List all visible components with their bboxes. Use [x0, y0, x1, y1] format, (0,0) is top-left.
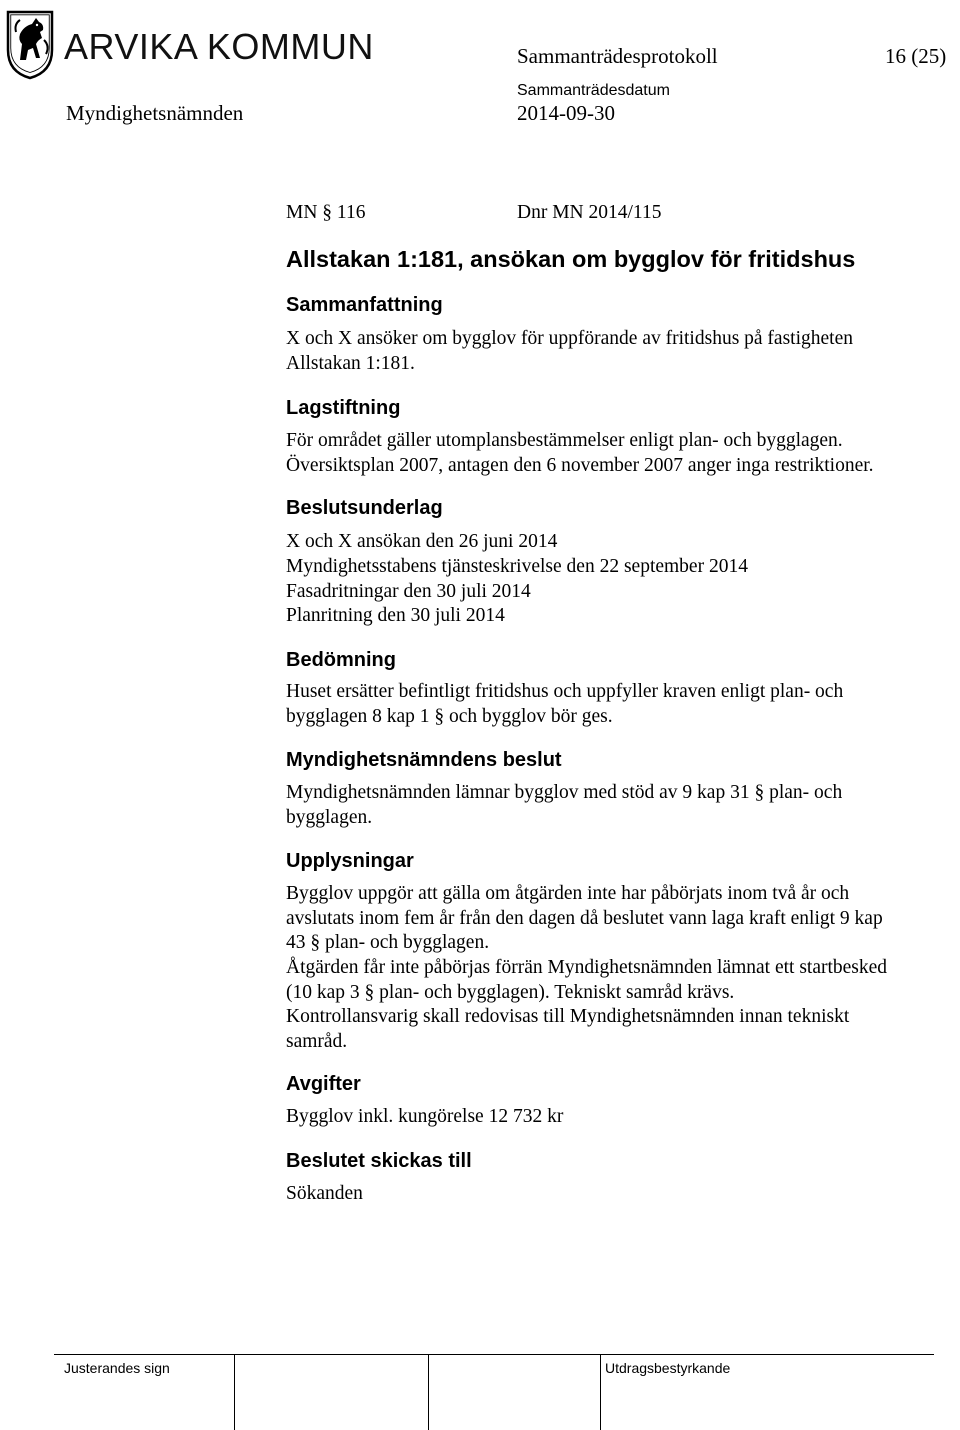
basis-line: Fasadritningar den 30 juli 2014	[286, 581, 531, 602]
meeting-date-label: Sammanträdesdatum	[517, 82, 670, 99]
fees-line: Bygglov inkl. kungörelse 12 732 kr	[286, 1106, 564, 1127]
information-line: Bygglov uppgör att gälla om åtgärden inte har påbörjats inom två år och	[286, 883, 850, 904]
section-heading-summary: Sammanfattning	[286, 294, 443, 316]
summary-line: X och X ansöker om bygglov för uppförande av fritidshus på fastigheten	[286, 328, 853, 349]
basis-line: Myndighetsstabens tjänsteskrivelse den 22 september 2014	[286, 556, 748, 577]
section-heading-assessment: Bedömning	[286, 649, 396, 671]
assessment-line: Huset ersätter befintligt fritidshus och uppfyller kraven enligt plan- och	[286, 681, 844, 702]
section-heading-information: Upplysningar	[286, 850, 414, 872]
organization-name: ARVIKA KOMMUN	[64, 26, 374, 67]
information-line: (10 kap 3 § plan- och bygglagen). Tekniskt samråd krävs.	[286, 982, 735, 1003]
information-line: Kontrollansvarig skall redovisas till Myndighetsnämnden innan tekniskt	[286, 1006, 850, 1027]
basis-line: Planritning den 30 juli 2014	[286, 605, 505, 626]
case-title: Allstakan 1:181, ansökan om bygglov för fritidshus	[286, 246, 856, 272]
information-line: samråd.	[286, 1031, 348, 1052]
document-type: Sammanträdesprotokoll	[517, 44, 718, 68]
decision-line: Myndighetsnämnden lämnar bygglov med stöd av 9 kap 31 § plan- och	[286, 782, 843, 803]
footer-certification-label: Utdragsbestyrkande	[605, 1360, 731, 1376]
case-dnr: Dnr MN 2014/115	[517, 202, 662, 223]
footer-signature-label: Justerandes sign	[64, 1360, 170, 1376]
footer-divider	[54, 1354, 934, 1355]
section-heading-sent-to: Beslutet skickas till	[286, 1150, 472, 1172]
arvika-coat-of-arms-icon	[6, 10, 54, 80]
legislation-line: Översiktsplan 2007, antagen den 6 november 2007 anger inga restriktioner.	[286, 455, 874, 476]
assessment-line: bygglagen 8 kap 1 § och bygglov bör ges.	[286, 706, 613, 727]
section-heading-legislation: Lagstiftning	[286, 397, 401, 419]
sent-to-line: Sökanden	[286, 1183, 363, 1204]
summary-line: Allstakan 1:181.	[286, 353, 415, 374]
meeting-date: 2014-09-30	[517, 101, 615, 125]
footer-column-divider	[428, 1354, 429, 1430]
information-line: 43 § plan- och bygglagen.	[286, 932, 490, 953]
section-heading-basis: Beslutsunderlag	[286, 497, 443, 519]
section-heading-decision: Myndighetsnämndens beslut	[286, 749, 562, 771]
information-line: avslutats inom fem år från den dagen då beslutet vann laga kraft enligt 9 kap	[286, 908, 883, 929]
information-line: Åtgärden får inte påbörjas förrän Myndighetsnämnden lämnat ett startbesked	[286, 957, 888, 978]
case-number: MN § 116	[286, 202, 366, 223]
footer-column-divider	[234, 1354, 235, 1430]
page-number: 16 (25)	[885, 44, 947, 68]
committee-name: Myndighetsnämnden	[66, 101, 244, 125]
section-heading-fees: Avgifter	[286, 1073, 361, 1095]
basis-line: X och X ansökan den 26 juni 2014	[286, 531, 558, 552]
legislation-line: För området gäller utomplansbestämmelser enligt plan- och bygglagen.	[286, 430, 843, 451]
decision-line: bygglagen.	[286, 807, 373, 828]
footer-column-divider	[600, 1354, 601, 1430]
